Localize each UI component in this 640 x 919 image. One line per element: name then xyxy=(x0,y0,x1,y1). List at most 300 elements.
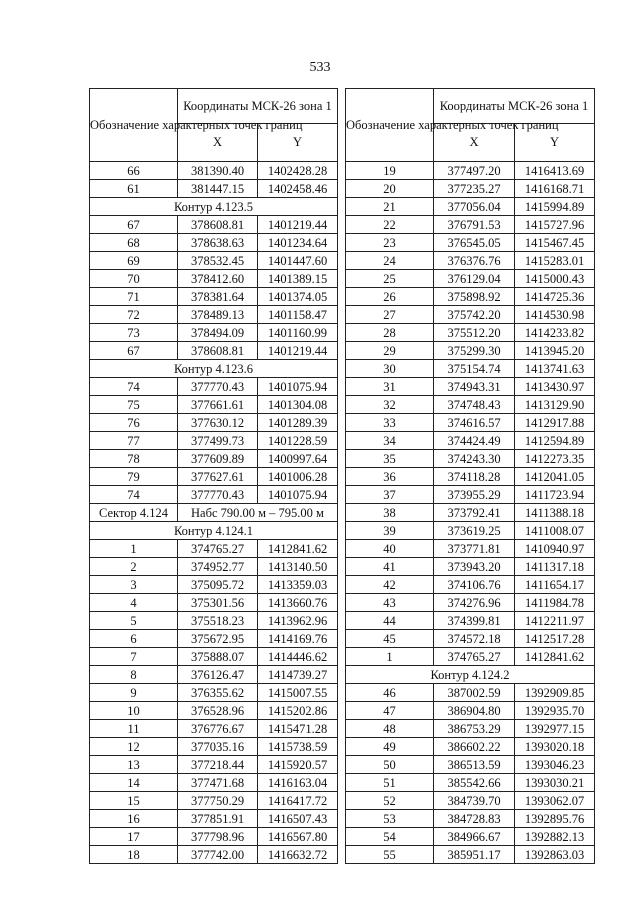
point-number: 66 xyxy=(90,162,178,180)
point-number: 6 xyxy=(90,630,178,648)
contour-title: Контур 4.124.2 xyxy=(346,666,595,684)
x-coordinate: 373771.81 xyxy=(434,540,515,558)
point-number: 26 xyxy=(346,288,434,306)
table-row xyxy=(346,486,595,504)
point-number: 70 xyxy=(90,270,178,288)
table-row xyxy=(90,234,338,252)
table-row xyxy=(90,342,338,360)
y-coordinate: 1414233.82 xyxy=(515,324,595,342)
y-coordinate: 1415467.45 xyxy=(515,234,595,252)
table-row xyxy=(90,216,338,234)
table-row xyxy=(90,540,338,558)
point-number: 55 xyxy=(346,846,434,864)
x-coordinate: 377851.91 xyxy=(178,810,258,828)
y-coordinate: 1393062.07 xyxy=(515,792,595,810)
x-coordinate: 373955.29 xyxy=(434,486,515,504)
y-coordinate: 1412917.88 xyxy=(515,414,595,432)
table-row xyxy=(346,306,595,324)
table-row xyxy=(90,630,338,648)
y-coordinate: 1401374.05 xyxy=(258,288,338,306)
table-row xyxy=(90,180,338,198)
point-number: 48 xyxy=(346,720,434,738)
y-coordinate: 1416168.71 xyxy=(515,180,595,198)
table-row xyxy=(346,216,595,234)
point-number: 67 xyxy=(90,342,178,360)
x-coordinate: 384728.83 xyxy=(434,810,515,828)
y-coordinate: 1410940.97 xyxy=(515,540,595,558)
table-row xyxy=(90,684,338,702)
point-number: 27 xyxy=(346,306,434,324)
point-number: 71 xyxy=(90,288,178,306)
x-coordinate: 377750.29 xyxy=(178,792,258,810)
y-coordinate: 1413962.96 xyxy=(258,612,338,630)
table-row xyxy=(346,756,595,774)
table-row xyxy=(346,396,595,414)
point-number: 54 xyxy=(346,828,434,846)
point-number: 17 xyxy=(90,828,178,846)
point-number: 9 xyxy=(90,684,178,702)
table-row xyxy=(346,684,595,702)
table-row xyxy=(346,504,595,522)
table-row xyxy=(346,378,595,396)
table-row xyxy=(346,522,595,540)
point-number: 10 xyxy=(90,702,178,720)
y-coordinate: 1413129.90 xyxy=(515,396,595,414)
x-coordinate: 376376.76 xyxy=(434,252,515,270)
x-coordinate: 373792.41 xyxy=(434,504,515,522)
x-coordinate: 377770.43 xyxy=(178,378,258,396)
x-coordinate: 377235.27 xyxy=(434,180,515,198)
page-number: 533 xyxy=(309,60,331,75)
x-coordinate: 374276.96 xyxy=(434,594,515,612)
point-number: 19 xyxy=(346,162,434,180)
table-row xyxy=(90,252,338,270)
point-number: 78 xyxy=(90,450,178,468)
point-number: 32 xyxy=(346,396,434,414)
y-coordinate: 1415727.96 xyxy=(515,216,595,234)
table-row xyxy=(90,702,338,720)
header-coordinates-title: Координаты МСК-26 зона 1 xyxy=(434,89,595,124)
point-number: 21 xyxy=(346,198,434,216)
x-coordinate: 378608.81 xyxy=(178,216,258,234)
point-number: 3 xyxy=(90,576,178,594)
y-coordinate: 1415202.86 xyxy=(258,702,338,720)
table-row xyxy=(346,162,595,180)
y-coordinate: 1416413.69 xyxy=(515,162,595,180)
x-coordinate: 375301.56 xyxy=(178,594,258,612)
table-row xyxy=(346,234,595,252)
table-row xyxy=(90,378,338,396)
table-row xyxy=(346,702,595,720)
y-coordinate: 1415994.89 xyxy=(515,198,595,216)
y-coordinate: 1401219.44 xyxy=(258,342,338,360)
x-coordinate: 377218.44 xyxy=(178,756,258,774)
y-coordinate: 1416163.04 xyxy=(258,774,338,792)
point-number: 23 xyxy=(346,234,434,252)
y-coordinate: 1392863.03 xyxy=(515,846,595,864)
x-coordinate: 386602.22 xyxy=(434,738,515,756)
contour-title: Контур 4.123.6 xyxy=(90,360,338,378)
point-number: 8 xyxy=(90,666,178,684)
x-coordinate: 374572.18 xyxy=(434,630,515,648)
x-coordinate: 374106.76 xyxy=(434,576,515,594)
x-coordinate: 386753.29 xyxy=(434,720,515,738)
table-row xyxy=(346,540,595,558)
y-coordinate: 1402428.28 xyxy=(258,162,338,180)
x-coordinate: 377609.89 xyxy=(178,450,258,468)
table-row xyxy=(90,576,338,594)
x-coordinate: 375095.72 xyxy=(178,576,258,594)
x-coordinate: 376776.67 xyxy=(178,720,258,738)
table-row xyxy=(346,558,595,576)
point-number: 31 xyxy=(346,378,434,396)
table-row xyxy=(90,846,338,864)
y-coordinate: 1401228.59 xyxy=(258,432,338,450)
table-row xyxy=(90,450,338,468)
y-coordinate: 1411008.07 xyxy=(515,522,595,540)
point-number: 46 xyxy=(346,684,434,702)
x-coordinate: 377497.20 xyxy=(434,162,515,180)
table-row xyxy=(90,414,338,432)
y-coordinate: 1411654.17 xyxy=(515,576,595,594)
table-row xyxy=(346,594,595,612)
coordinates-table-right xyxy=(345,88,595,864)
x-coordinate: 376129.04 xyxy=(434,270,515,288)
y-coordinate: 1402458.46 xyxy=(258,180,338,198)
x-coordinate: 375518.23 xyxy=(178,612,258,630)
point-number: 38 xyxy=(346,504,434,522)
y-coordinate: 1401158.47 xyxy=(258,306,338,324)
point-number: 68 xyxy=(90,234,178,252)
y-coordinate: 1401075.94 xyxy=(258,486,338,504)
table-row xyxy=(90,306,338,324)
x-coordinate: 385951.17 xyxy=(434,846,515,864)
y-coordinate: 1392977.15 xyxy=(515,720,595,738)
point-number: 28 xyxy=(346,324,434,342)
table-row xyxy=(90,324,338,342)
y-coordinate: 1392882.13 xyxy=(515,828,595,846)
point-number: 12 xyxy=(90,738,178,756)
table-row xyxy=(346,828,595,846)
y-coordinate: 1413430.97 xyxy=(515,378,595,396)
point-number: 51 xyxy=(346,774,434,792)
y-coordinate: 1413741.63 xyxy=(515,360,595,378)
y-coordinate: 1415471.28 xyxy=(258,720,338,738)
x-coordinate: 374943.31 xyxy=(434,378,515,396)
point-number: 24 xyxy=(346,252,434,270)
x-coordinate: 384966.67 xyxy=(434,828,515,846)
y-coordinate: 1415738.59 xyxy=(258,738,338,756)
y-coordinate: 1413945.20 xyxy=(515,342,595,360)
x-coordinate: 376791.53 xyxy=(434,216,515,234)
y-coordinate: 1411984.78 xyxy=(515,594,595,612)
point-number: 7 xyxy=(90,648,178,666)
x-coordinate: 375898.92 xyxy=(434,288,515,306)
x-coordinate: 385542.66 xyxy=(434,774,515,792)
y-coordinate: 1401304.08 xyxy=(258,396,338,414)
point-number: 47 xyxy=(346,702,434,720)
x-coordinate: 376545.05 xyxy=(434,234,515,252)
x-coordinate: 377798.96 xyxy=(178,828,258,846)
y-coordinate: 1414169.76 xyxy=(258,630,338,648)
x-coordinate: 374243.30 xyxy=(434,450,515,468)
point-number: 13 xyxy=(90,756,178,774)
point-number: 1 xyxy=(90,540,178,558)
table-row xyxy=(346,324,595,342)
table-row xyxy=(346,738,595,756)
header-point-column: Обозначение характерных точек границ xyxy=(346,89,434,162)
table-row xyxy=(90,468,338,486)
point-number: 39 xyxy=(346,522,434,540)
y-coordinate: 1413359.03 xyxy=(258,576,338,594)
x-coordinate: 374765.27 xyxy=(434,648,515,666)
y-coordinate: 1412841.62 xyxy=(258,540,338,558)
table-row xyxy=(90,720,338,738)
header-y: Y xyxy=(258,124,338,162)
table-row xyxy=(90,612,338,630)
y-coordinate: 1393030.21 xyxy=(515,774,595,792)
point-number: 2 xyxy=(90,558,178,576)
point-number: 67 xyxy=(90,216,178,234)
contour-header-row xyxy=(346,666,595,684)
point-number: 25 xyxy=(346,270,434,288)
y-coordinate: 1401289.39 xyxy=(258,414,338,432)
coordinates-table-left xyxy=(89,88,338,864)
point-number: 16 xyxy=(90,810,178,828)
x-coordinate: 377630.12 xyxy=(178,414,258,432)
contour-title: Контур 4.123.5 xyxy=(90,198,338,216)
y-coordinate: 1414446.62 xyxy=(258,648,338,666)
y-coordinate: 1393020.18 xyxy=(515,738,595,756)
table-row xyxy=(346,252,595,270)
x-coordinate: 377742.00 xyxy=(178,846,258,864)
y-coordinate: 1414725.36 xyxy=(515,288,595,306)
y-coordinate: 1401389.15 xyxy=(258,270,338,288)
x-coordinate: 374399.81 xyxy=(434,612,515,630)
x-coordinate: 375742.20 xyxy=(434,306,515,324)
table-row xyxy=(90,558,338,576)
point-number: 43 xyxy=(346,594,434,612)
point-number: 1 xyxy=(346,648,434,666)
y-coordinate: 1412273.35 xyxy=(515,450,595,468)
x-coordinate: 377627.61 xyxy=(178,468,258,486)
table-row xyxy=(90,756,338,774)
x-coordinate: 374765.27 xyxy=(178,540,258,558)
y-coordinate: 1412041.05 xyxy=(515,468,595,486)
x-coordinate: 374952.77 xyxy=(178,558,258,576)
y-coordinate: 1392935.70 xyxy=(515,702,595,720)
table-row xyxy=(346,792,595,810)
point-number: 5 xyxy=(90,612,178,630)
x-coordinate: 377471.68 xyxy=(178,774,258,792)
y-coordinate: 1411317.18 xyxy=(515,558,595,576)
point-number: 50 xyxy=(346,756,434,774)
y-coordinate: 1401075.94 xyxy=(258,378,338,396)
table-row xyxy=(346,288,595,306)
x-coordinate: 378532.45 xyxy=(178,252,258,270)
y-coordinate: 1412841.62 xyxy=(515,648,595,666)
point-number: 75 xyxy=(90,396,178,414)
point-number: 74 xyxy=(90,486,178,504)
table-row xyxy=(90,432,338,450)
table-row xyxy=(346,342,595,360)
y-coordinate: 1416632.72 xyxy=(258,846,338,864)
x-coordinate: 375672.95 xyxy=(178,630,258,648)
table-row xyxy=(346,468,595,486)
contour-title: Контур 4.124.1 xyxy=(90,522,338,540)
point-number: 11 xyxy=(90,720,178,738)
point-number: 72 xyxy=(90,306,178,324)
table-row xyxy=(90,738,338,756)
y-coordinate: 1415283.01 xyxy=(515,252,595,270)
table-row xyxy=(90,828,338,846)
x-coordinate: 376355.62 xyxy=(178,684,258,702)
y-coordinate: 1400997.64 xyxy=(258,450,338,468)
table-row xyxy=(346,576,595,594)
table-row xyxy=(346,810,595,828)
table-row xyxy=(346,360,595,378)
header-x: X xyxy=(178,124,258,162)
table-row xyxy=(346,270,595,288)
point-number: 45 xyxy=(346,630,434,648)
table-row xyxy=(346,414,595,432)
x-coordinate: 374748.43 xyxy=(434,396,515,414)
x-coordinate: 377661.61 xyxy=(178,396,258,414)
header-y: Y xyxy=(515,124,595,162)
table-row xyxy=(90,162,338,180)
x-coordinate: 384739.70 xyxy=(434,792,515,810)
y-coordinate: 1415920.57 xyxy=(258,756,338,774)
point-number: 36 xyxy=(346,468,434,486)
y-coordinate: 1393046.23 xyxy=(515,756,595,774)
y-coordinate: 1401160.99 xyxy=(258,324,338,342)
x-coordinate: 378494.09 xyxy=(178,324,258,342)
sector-row xyxy=(90,504,338,522)
table-row xyxy=(90,648,338,666)
x-coordinate: 386513.59 xyxy=(434,756,515,774)
point-number: 76 xyxy=(90,414,178,432)
x-coordinate: 375299.30 xyxy=(434,342,515,360)
x-coordinate: 376528.96 xyxy=(178,702,258,720)
point-number: 30 xyxy=(346,360,434,378)
point-number: 52 xyxy=(346,792,434,810)
point-number: 40 xyxy=(346,540,434,558)
point-number: 18 xyxy=(90,846,178,864)
point-number: 41 xyxy=(346,558,434,576)
table-row xyxy=(346,630,595,648)
x-coordinate: 374118.28 xyxy=(434,468,515,486)
x-coordinate: 387002.59 xyxy=(434,684,515,702)
x-coordinate: 375888.07 xyxy=(178,648,258,666)
point-number: 69 xyxy=(90,252,178,270)
table-row xyxy=(90,288,338,306)
x-coordinate: 378638.63 xyxy=(178,234,258,252)
table-row xyxy=(90,774,338,792)
y-coordinate: 1412594.89 xyxy=(515,432,595,450)
y-coordinate: 1401447.60 xyxy=(258,252,338,270)
x-coordinate: 381390.40 xyxy=(178,162,258,180)
y-coordinate: 1411723.94 xyxy=(515,486,595,504)
x-coordinate: 378412.60 xyxy=(178,270,258,288)
y-coordinate: 1415000.43 xyxy=(515,270,595,288)
y-coordinate: 1415007.55 xyxy=(258,684,338,702)
x-coordinate: 375154.74 xyxy=(434,360,515,378)
x-coordinate: 381447.15 xyxy=(178,180,258,198)
point-number: 22 xyxy=(346,216,434,234)
y-coordinate: 1416567.80 xyxy=(258,828,338,846)
x-coordinate: 373619.25 xyxy=(434,522,515,540)
y-coordinate: 1401234.64 xyxy=(258,234,338,252)
table-row xyxy=(346,450,595,468)
x-coordinate: 374424.49 xyxy=(434,432,515,450)
point-number: 79 xyxy=(90,468,178,486)
y-coordinate: 1401219.44 xyxy=(258,216,338,234)
point-number: 4 xyxy=(90,594,178,612)
x-coordinate: 374616.57 xyxy=(434,414,515,432)
point-number: 15 xyxy=(90,792,178,810)
table-row xyxy=(90,810,338,828)
y-coordinate: 1412517.28 xyxy=(515,630,595,648)
table-row xyxy=(90,270,338,288)
point-number: 20 xyxy=(346,180,434,198)
point-number: 53 xyxy=(346,810,434,828)
x-coordinate: 377035.16 xyxy=(178,738,258,756)
table-row xyxy=(90,486,338,504)
point-number: 74 xyxy=(90,378,178,396)
x-coordinate: 377499.73 xyxy=(178,432,258,450)
table-row xyxy=(90,792,338,810)
point-number: 35 xyxy=(346,450,434,468)
table-row xyxy=(346,846,595,864)
x-coordinate: 375512.20 xyxy=(434,324,515,342)
table-row xyxy=(346,198,595,216)
point-number: 73 xyxy=(90,324,178,342)
y-coordinate: 1413660.76 xyxy=(258,594,338,612)
header-coordinates-title: Координаты МСК-26 зона 1 xyxy=(178,89,338,124)
contour-header-row xyxy=(90,360,338,378)
point-number: 61 xyxy=(90,180,178,198)
sector-height-range: Набс 790.00 м – 795.00 м xyxy=(178,504,338,522)
point-number: 42 xyxy=(346,576,434,594)
y-coordinate: 1413140.50 xyxy=(258,558,338,576)
x-coordinate: 377770.43 xyxy=(178,486,258,504)
header-x: X xyxy=(434,124,515,162)
contour-header-row xyxy=(90,522,338,540)
table-row xyxy=(346,648,595,666)
y-coordinate: 1414530.98 xyxy=(515,306,595,324)
y-coordinate: 1414739.27 xyxy=(258,666,338,684)
x-coordinate: 378608.81 xyxy=(178,342,258,360)
y-coordinate: 1392895.76 xyxy=(515,810,595,828)
sector-title: Сектор 4.124 xyxy=(90,504,178,522)
table-row xyxy=(90,594,338,612)
x-coordinate: 376126.47 xyxy=(178,666,258,684)
y-coordinate: 1416507.43 xyxy=(258,810,338,828)
table-row xyxy=(346,432,595,450)
point-number: 37 xyxy=(346,486,434,504)
point-number: 77 xyxy=(90,432,178,450)
table-row xyxy=(90,396,338,414)
table-row xyxy=(90,666,338,684)
y-coordinate: 1416417.72 xyxy=(258,792,338,810)
point-number: 34 xyxy=(346,432,434,450)
point-number: 14 xyxy=(90,774,178,792)
x-coordinate: 378381.64 xyxy=(178,288,258,306)
table-row xyxy=(346,612,595,630)
x-coordinate: 373943.20 xyxy=(434,558,515,576)
y-coordinate: 1392909.85 xyxy=(515,684,595,702)
point-number: 44 xyxy=(346,612,434,630)
